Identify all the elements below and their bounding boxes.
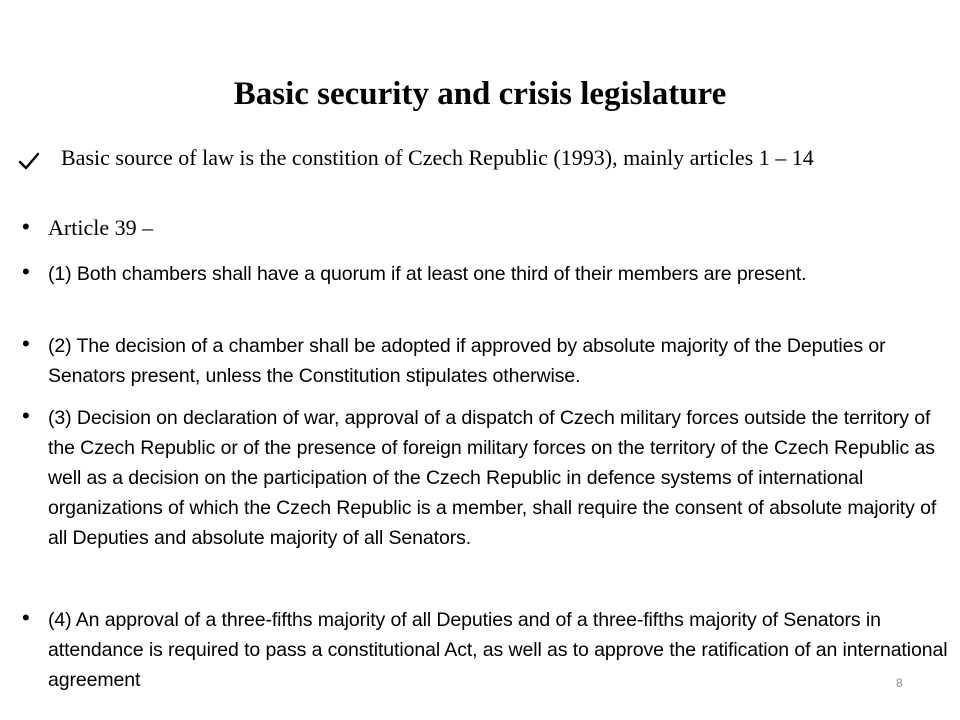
list-item-text: Basic source of law is the constition of Czech Republic (1993), mainly articles 1 – 14: [61, 145, 814, 170]
list-item-text: (3) Decision on declaration of war, approval of a dispatch of Czech military forces outside the territory of the Czech Republic or of the presence of foreign military forces on the territory of the Czech Republic as well as a decision on the participation of the Czech Republic in defence systems of international organizations of which the Czech Republic is a member, shall require the consent of absolute majority of all Deputies and absolute majority of all Senators.: [48, 407, 937, 549]
list-item-text: (1) Both chambers shall have a quorum if at least one third of their members are present.: [48, 263, 807, 285]
slide-title: Basic security and crisis legislature: [233, 76, 727, 112]
list-item-text: (2) The decision of a chamber shall be adopted if approved by absolute majority of the Deputies or Senators present, unless the Constitution stipulates otherwise.: [48, 335, 886, 387]
list-item-text: Article 39 –: [48, 215, 154, 240]
bullet-marker: •: [22, 259, 30, 284]
page-number: 8: [896, 676, 903, 690]
check-icon: [18, 152, 40, 170]
bullet-marker: •: [22, 605, 30, 630]
bullet-marker: •: [22, 214, 30, 239]
bullet-marker: •: [22, 331, 30, 356]
bullet-marker: •: [22, 403, 30, 428]
list-item-text: (4) An approval of a three-fifths majority of all Deputies and of a three-fifths majority of Senators in attendance is required to pass a constitutional Act, as well as to approve the ratification of an international agreement: [48, 609, 948, 691]
